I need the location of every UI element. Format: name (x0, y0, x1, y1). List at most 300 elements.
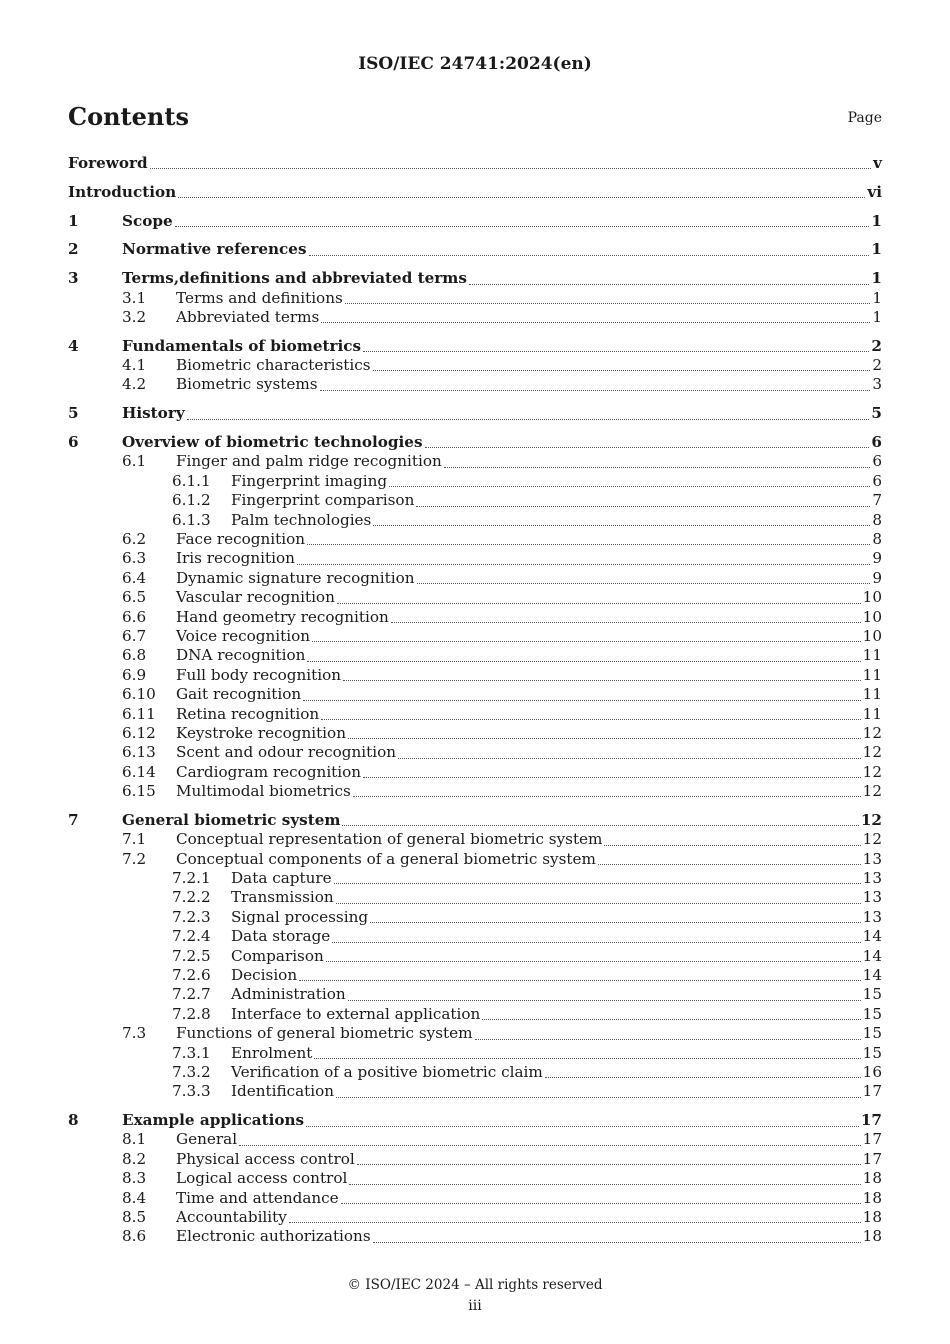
toc-entry-title: Abbreviated terms (176, 307, 320, 326)
toc-entry-line (122, 1111, 882, 1130)
toc-entry-title: Accountability (176, 1208, 287, 1227)
dot-leader (303, 699, 861, 701)
dot-leader (373, 524, 870, 526)
toc-entry[interactable] (68, 375, 882, 394)
toc-entry[interactable] (68, 1044, 882, 1063)
toc-entry-page: 1 (871, 240, 882, 259)
toc-entry-line (176, 308, 882, 327)
toc-entry[interactable] (68, 1227, 882, 1246)
toc-entry-title: History (122, 404, 185, 423)
toc-entry-title: Fundamentals of biometrics (122, 336, 362, 355)
toc-entry-page: 2 (872, 356, 882, 375)
toc-entry-title: Finger and palm ridge recognition (176, 452, 442, 471)
toc-entry-line (231, 927, 882, 946)
toc-entry-title: Foreword (68, 154, 148, 172)
toc-entry-line (176, 1208, 882, 1227)
dot-leader (326, 960, 861, 962)
toc-entry-number: 7.3.3 (172, 1082, 211, 1101)
contents-title: Contents (68, 102, 189, 131)
dot-leader (373, 1241, 861, 1243)
toc-entry[interactable] (68, 530, 882, 549)
toc-entry-page: 9 (872, 568, 882, 587)
toc-entry-page: 11 (862, 704, 882, 723)
toc-entry-title: Retina recognition (176, 704, 320, 723)
toc-entry-line (122, 240, 882, 259)
toc-entry[interactable] (68, 404, 882, 423)
toc-entry-number: 3.2 (122, 307, 147, 326)
toc-entry-number: 6.7 (122, 626, 147, 645)
toc-entry-number: 7.2.1 (172, 869, 211, 888)
toc-entry-number: 6.15 (122, 782, 156, 801)
toc-entry[interactable] (68, 985, 882, 1004)
dot-leader (416, 505, 870, 507)
toc-entry[interactable] (68, 646, 882, 665)
toc-entry-title: Interface to external application (231, 1004, 481, 1023)
toc-entry-number: 8.3 (122, 1169, 147, 1188)
toc-entry-line (231, 888, 882, 907)
dot-leader (321, 718, 860, 720)
toc-entry[interactable] (68, 1189, 882, 1208)
toc-entry-page: 14 (862, 927, 882, 946)
dot-leader (320, 389, 871, 391)
toc-entry[interactable] (68, 1150, 882, 1169)
toc-entry-page: 13 (862, 849, 882, 868)
toc-entry-page: 18 (862, 1188, 882, 1207)
dot-leader (332, 941, 860, 943)
toc-entry[interactable] (68, 608, 882, 627)
dot-leader (289, 1221, 861, 1223)
toc-entry-title: Identification (231, 1082, 335, 1101)
toc-entry-line (231, 1044, 882, 1063)
toc-entry-line (122, 269, 882, 288)
toc-entry-title: Data storage (231, 927, 331, 946)
dot-leader (389, 485, 870, 487)
toc-entry-number: 8.5 (122, 1208, 147, 1227)
toc-entry-page: 5 (871, 404, 882, 423)
dot-leader (425, 446, 870, 448)
toc-entry-page: 17 (862, 1149, 882, 1168)
toc-entry-number: 1 (68, 211, 79, 230)
toc-entry[interactable] (68, 549, 882, 568)
dot-leader (342, 824, 858, 826)
toc-entry-page: 1 (871, 269, 882, 288)
toc-entry-number: 6.4 (122, 568, 147, 587)
toc-entry-number: 7.3.1 (172, 1043, 211, 1062)
toc-entry-title: Normative references (122, 240, 307, 259)
toc-entry-number: 6.5 (122, 588, 147, 607)
toc-entry[interactable] (68, 491, 882, 510)
toc-entry-page: 13 (862, 869, 882, 888)
toc-entry-number: 6.10 (122, 685, 156, 704)
toc-entry-page: 14 (862, 946, 882, 965)
toc-entry-number: 6.1.2 (172, 491, 211, 510)
toc-entry[interactable] (68, 666, 882, 685)
toc-entry-page: 12 (862, 830, 882, 849)
toc-entry-line (176, 743, 882, 762)
toc-entry-title: Keystroke recognition (176, 723, 346, 742)
toc-entry-number: 8.1 (122, 1130, 147, 1149)
footer-page-number: iii (468, 1298, 482, 1314)
toc-entry-line (176, 530, 882, 549)
toc-entry-title: Dynamic signature recognition (176, 568, 415, 587)
toc-entry-line (176, 375, 882, 394)
toc-entry[interactable] (68, 183, 882, 202)
toc-entry-title: Full body recognition (176, 665, 342, 684)
toc-entry[interactable] (68, 1082, 882, 1101)
toc-entry[interactable] (68, 1130, 882, 1149)
toc-entry[interactable] (68, 850, 882, 869)
toc-entry-page: 9 (872, 549, 882, 568)
toc-entry-page: 15 (862, 985, 882, 1004)
toc-entry-title: Voice recognition (176, 626, 311, 645)
toc-entry-line (176, 646, 882, 665)
toc-entry-line (231, 491, 882, 510)
toc-entry-page: 14 (862, 965, 882, 984)
toc-entry-line (68, 183, 882, 202)
toc-entry-line (176, 850, 882, 869)
toc-entry-page: 18 (862, 1227, 882, 1246)
toc-entry-line (231, 1063, 882, 1082)
dot-leader (321, 321, 870, 323)
dot-leader (370, 921, 861, 923)
dot-leader (341, 1202, 861, 1204)
toc-entry-line (176, 549, 882, 568)
toc-entry-number: 7.2.8 (172, 1004, 211, 1023)
toc-entry-title: Data capture (231, 869, 332, 888)
page-column-label: Page (847, 110, 882, 126)
dot-leader (312, 640, 861, 642)
toc-entry[interactable] (68, 269, 882, 288)
toc-entry-line (176, 705, 882, 724)
toc-entry-number: 5 (68, 404, 79, 423)
toc-entry[interactable] (68, 154, 882, 173)
toc-entry-page: 17 (860, 1111, 882, 1130)
toc-entry-line (176, 724, 882, 743)
dot-leader (178, 196, 865, 198)
toc-entry[interactable] (68, 452, 882, 471)
dot-leader (309, 254, 870, 256)
toc-entry-line (231, 966, 882, 985)
toc-entry-page: 10 (862, 588, 882, 607)
toc-entry-number: 7 (68, 810, 79, 829)
toc-entry-page: vi (867, 182, 882, 201)
toc-entry-number: 6.11 (122, 704, 156, 723)
toc-entry-line (176, 1150, 882, 1169)
toc-entry-page: 11 (862, 685, 882, 704)
toc-entry-number: 7.2.2 (172, 888, 211, 907)
dot-leader (398, 757, 861, 759)
toc-entry[interactable] (68, 289, 882, 308)
dot-leader (349, 1183, 860, 1185)
toc-entry-number: 8 (68, 1111, 79, 1130)
toc-entry-page: 1 (872, 288, 882, 307)
toc-entry-title: DNA recognition (176, 646, 306, 665)
toc-entry-line (176, 763, 882, 782)
toc-entry-number: 6.1.3 (172, 510, 211, 529)
dot-leader (314, 1057, 860, 1059)
toc-entry-line (176, 830, 882, 849)
toc-entry-number: 4 (68, 336, 79, 355)
toc-entry-number: 4.1 (122, 356, 147, 375)
toc-entry-title: Cardiogram recognition (176, 762, 362, 781)
toc-entry-page: 15 (862, 1004, 882, 1023)
toc-entry-number: 6.3 (122, 549, 147, 568)
toc-entry-title: Conceptual representation of general biometric system (176, 830, 603, 849)
toc-entry-line (231, 1005, 882, 1024)
dot-leader (353, 795, 861, 797)
toc-entry-line (176, 1130, 882, 1149)
toc-entry[interactable] (68, 869, 882, 888)
toc-entry-page: 1 (871, 211, 882, 230)
toc-entry[interactable] (68, 1024, 882, 1043)
toc-entry-line (231, 1082, 882, 1101)
toc-entry-number: 7.1 (122, 830, 147, 849)
toc-entry[interactable] (68, 1063, 882, 1082)
dot-leader (391, 621, 861, 623)
toc-entry-number: 6.1 (122, 452, 147, 471)
toc-entry-line (122, 811, 882, 830)
toc-entry[interactable] (68, 511, 882, 530)
toc-entry-line (176, 289, 882, 308)
toc-entry[interactable] (68, 1111, 882, 1130)
toc-entry-line (176, 782, 882, 801)
dot-leader (336, 902, 861, 904)
toc-entry-title: Transmission (231, 888, 334, 907)
toc-entry-number: 6.2 (122, 529, 147, 548)
toc-entry-number: 7.2.6 (172, 965, 211, 984)
toc-entry[interactable] (68, 888, 882, 907)
dot-leader (336, 1096, 861, 1098)
toc-entry-number: 6.8 (122, 646, 147, 665)
toc-entry[interactable] (68, 966, 882, 985)
toc-entry-title: General biometric system (122, 810, 341, 829)
toc-entry[interactable] (68, 811, 882, 830)
dot-leader (363, 350, 869, 352)
toc-entry-line (176, 588, 882, 607)
toc-entry-line (122, 433, 882, 452)
toc-entry[interactable] (68, 743, 882, 762)
toc-entry-page: 8 (872, 529, 882, 548)
toc-entry[interactable] (68, 927, 882, 946)
toc-entry-title: Gait recognition (176, 685, 302, 704)
dot-leader (306, 1125, 859, 1127)
toc-entry-page: 12 (862, 743, 882, 762)
toc-entry-page: v (873, 154, 882, 172)
toc-entry-page: 10 (862, 626, 882, 645)
toc-entry-title: Electronic authorizations (176, 1227, 371, 1246)
toc-entry-number: 7.2.7 (172, 985, 211, 1004)
toc-entry-number: 7.2.4 (172, 927, 211, 946)
toc-entry-page: 6 (872, 452, 882, 471)
dot-leader (334, 882, 861, 884)
toc-entry[interactable] (68, 1169, 882, 1188)
toc-entry-title: Decision (231, 965, 298, 984)
toc-entry-number: 4.2 (122, 375, 147, 394)
footer-copyright: © ISO/IEC 2024 – All rights reserved (347, 1277, 603, 1293)
toc-entry-page: 11 (862, 646, 882, 665)
dot-leader (363, 776, 861, 778)
toc-entry-title: Iris recognition (176, 549, 295, 568)
toc-entry-line (231, 511, 882, 530)
dot-leader (348, 999, 861, 1001)
toc-entry[interactable] (68, 705, 882, 724)
toc-entry-title: Face recognition (176, 529, 306, 548)
toc-entry-title: Comparison (231, 946, 324, 965)
toc-entry-title: Fingerprint imaging (231, 471, 388, 490)
toc-entry[interactable] (68, 724, 882, 743)
toc-entry-title: Signal processing (231, 907, 369, 926)
toc-entry-title: Palm technologies (231, 510, 372, 529)
toc-entry-line (176, 1227, 882, 1246)
toc-entry-line (176, 569, 882, 588)
toc-entry-line (122, 337, 882, 356)
toc-entry-line (231, 472, 882, 491)
toc-entry-number: 7.2.3 (172, 907, 211, 926)
dot-leader (307, 660, 860, 662)
toc-entry-title: Physical access control (176, 1149, 355, 1168)
toc-entry[interactable] (68, 830, 882, 849)
toc-entry-line (176, 685, 882, 704)
dot-leader (545, 1076, 861, 1078)
toc-entry-page: 12 (862, 723, 882, 742)
toc-entry-page: 17 (862, 1082, 882, 1101)
toc-entry[interactable] (68, 1208, 882, 1227)
toc-entry-page: 6 (871, 433, 882, 452)
dot-leader (482, 1018, 860, 1020)
toc-entry[interactable] (68, 356, 882, 375)
dot-leader (337, 602, 861, 604)
toc-entry-number: 6.13 (122, 743, 156, 762)
toc-entry-title: Time and attendance (176, 1188, 339, 1207)
dot-leader (150, 167, 872, 169)
dot-leader (475, 1038, 861, 1040)
toc-entry-page: 2 (871, 336, 882, 355)
toc-entry[interactable] (68, 685, 882, 704)
toc-entry[interactable] (68, 1005, 882, 1024)
toc-entry-line (231, 947, 882, 966)
toc-entry-line (231, 908, 882, 927)
toc-entry-number: 6.14 (122, 762, 156, 781)
toc-entry-page: 18 (862, 1169, 882, 1188)
toc-entry-page: 13 (862, 907, 882, 926)
dot-leader (604, 844, 860, 846)
toc-entry-number: 6.6 (122, 607, 147, 626)
toc-entry[interactable] (68, 240, 882, 259)
toc-entry-title: Multimodal biometrics (176, 782, 351, 801)
toc-entry-page: 8 (872, 510, 882, 529)
toc-entry-line (122, 404, 882, 423)
toc-entry-line (176, 1024, 882, 1043)
toc-entry-page: 17 (862, 1130, 882, 1149)
toc-entry-page: 12 (862, 782, 882, 801)
dot-leader (373, 369, 871, 371)
dot-leader (299, 979, 861, 981)
toc-entry-title: Functions of general biometric system (176, 1024, 473, 1043)
toc-entry-page: 12 (860, 810, 882, 829)
toc-entry[interactable] (68, 588, 882, 607)
toc-entry[interactable] (68, 627, 882, 646)
toc-entry-number: 8.4 (122, 1188, 147, 1207)
toc-entry-title: Vascular recognition (176, 588, 335, 607)
toc-entry-number: 8.6 (122, 1227, 147, 1246)
toc-entry[interactable] (68, 763, 882, 782)
toc-entry-line (176, 356, 882, 375)
toc-entry-page: 16 (862, 1062, 882, 1081)
toc-entry-number: 3 (68, 269, 79, 288)
toc-entry-page: 10 (862, 607, 882, 626)
document-id-header: ISO/IEC 24741:2024(en) (358, 54, 592, 74)
toc-entry-line (231, 869, 882, 888)
toc-entry-number: 6.9 (122, 665, 147, 684)
toc-entry-title: Enrolment (231, 1043, 313, 1062)
toc-entry[interactable] (68, 433, 882, 452)
toc-entry-title: Fingerprint comparison (231, 491, 415, 510)
toc-entry-title: Terms and definitions (176, 288, 343, 307)
dot-leader (345, 302, 871, 304)
toc-entry-page: 13 (862, 888, 882, 907)
toc-entry-title: Terms,definitions and abbreviated terms (122, 269, 467, 288)
toc-entry-page: 3 (872, 375, 882, 394)
toc-entry[interactable] (68, 908, 882, 927)
toc-entry-number: 7.3 (122, 1024, 147, 1043)
toc-entry[interactable] (68, 308, 882, 327)
toc-entry-number: 6.12 (122, 723, 156, 742)
toc-entry-title: Administration (231, 985, 346, 1004)
toc-entry-line (176, 1189, 882, 1208)
toc-entry-title: Biometric systems (176, 375, 318, 394)
toc-entry-page: 15 (862, 1024, 882, 1043)
dot-leader (297, 563, 870, 565)
toc-entry-number: 7.2 (122, 849, 147, 868)
dot-leader (307, 543, 870, 545)
toc-entry-number: 6 (68, 433, 79, 452)
toc-entry-title: General (176, 1130, 238, 1149)
toc-entry-page: 18 (862, 1208, 882, 1227)
toc-entry-title: Conceptual components of a general biometric system (176, 849, 596, 868)
toc-entry-line (176, 452, 882, 471)
dot-leader (417, 582, 871, 584)
toc-entry-number: 3.1 (122, 288, 147, 307)
toc-entry-title: Biometric characteristics (176, 356, 371, 375)
toc-entry-line (176, 627, 882, 646)
toc-entry-title: Scope (122, 211, 173, 230)
toc-entry[interactable] (68, 947, 882, 966)
toc-entry-number: 2 (68, 240, 79, 259)
toc-entry-page: 15 (862, 1043, 882, 1062)
toc-entry-page: 1 (872, 307, 882, 326)
dot-leader (598, 863, 861, 865)
toc-entry-number: 8.2 (122, 1149, 147, 1168)
toc-entry-number: 7.2.5 (172, 946, 211, 965)
toc-entry-title: Example applications (122, 1111, 305, 1130)
toc-entry-line (176, 1169, 882, 1188)
toc-entry-number: 6.1.1 (172, 471, 211, 490)
toc-entry-title: Introduction (68, 182, 177, 201)
toc-entry[interactable] (68, 782, 882, 801)
toc-entry-line (176, 608, 882, 627)
toc-entry-line (68, 154, 882, 173)
dot-leader (469, 283, 870, 285)
toc-entry-title: Overview of biometric technologies (122, 433, 423, 452)
dot-leader (444, 466, 871, 468)
toc-entry[interactable] (68, 337, 882, 356)
toc-entry[interactable] (68, 212, 882, 231)
toc-entry-page: 6 (872, 471, 882, 490)
dot-leader (239, 1144, 861, 1146)
toc-entry[interactable] (68, 569, 882, 588)
toc-entry-line (231, 985, 882, 1004)
toc-entry[interactable] (68, 472, 882, 491)
